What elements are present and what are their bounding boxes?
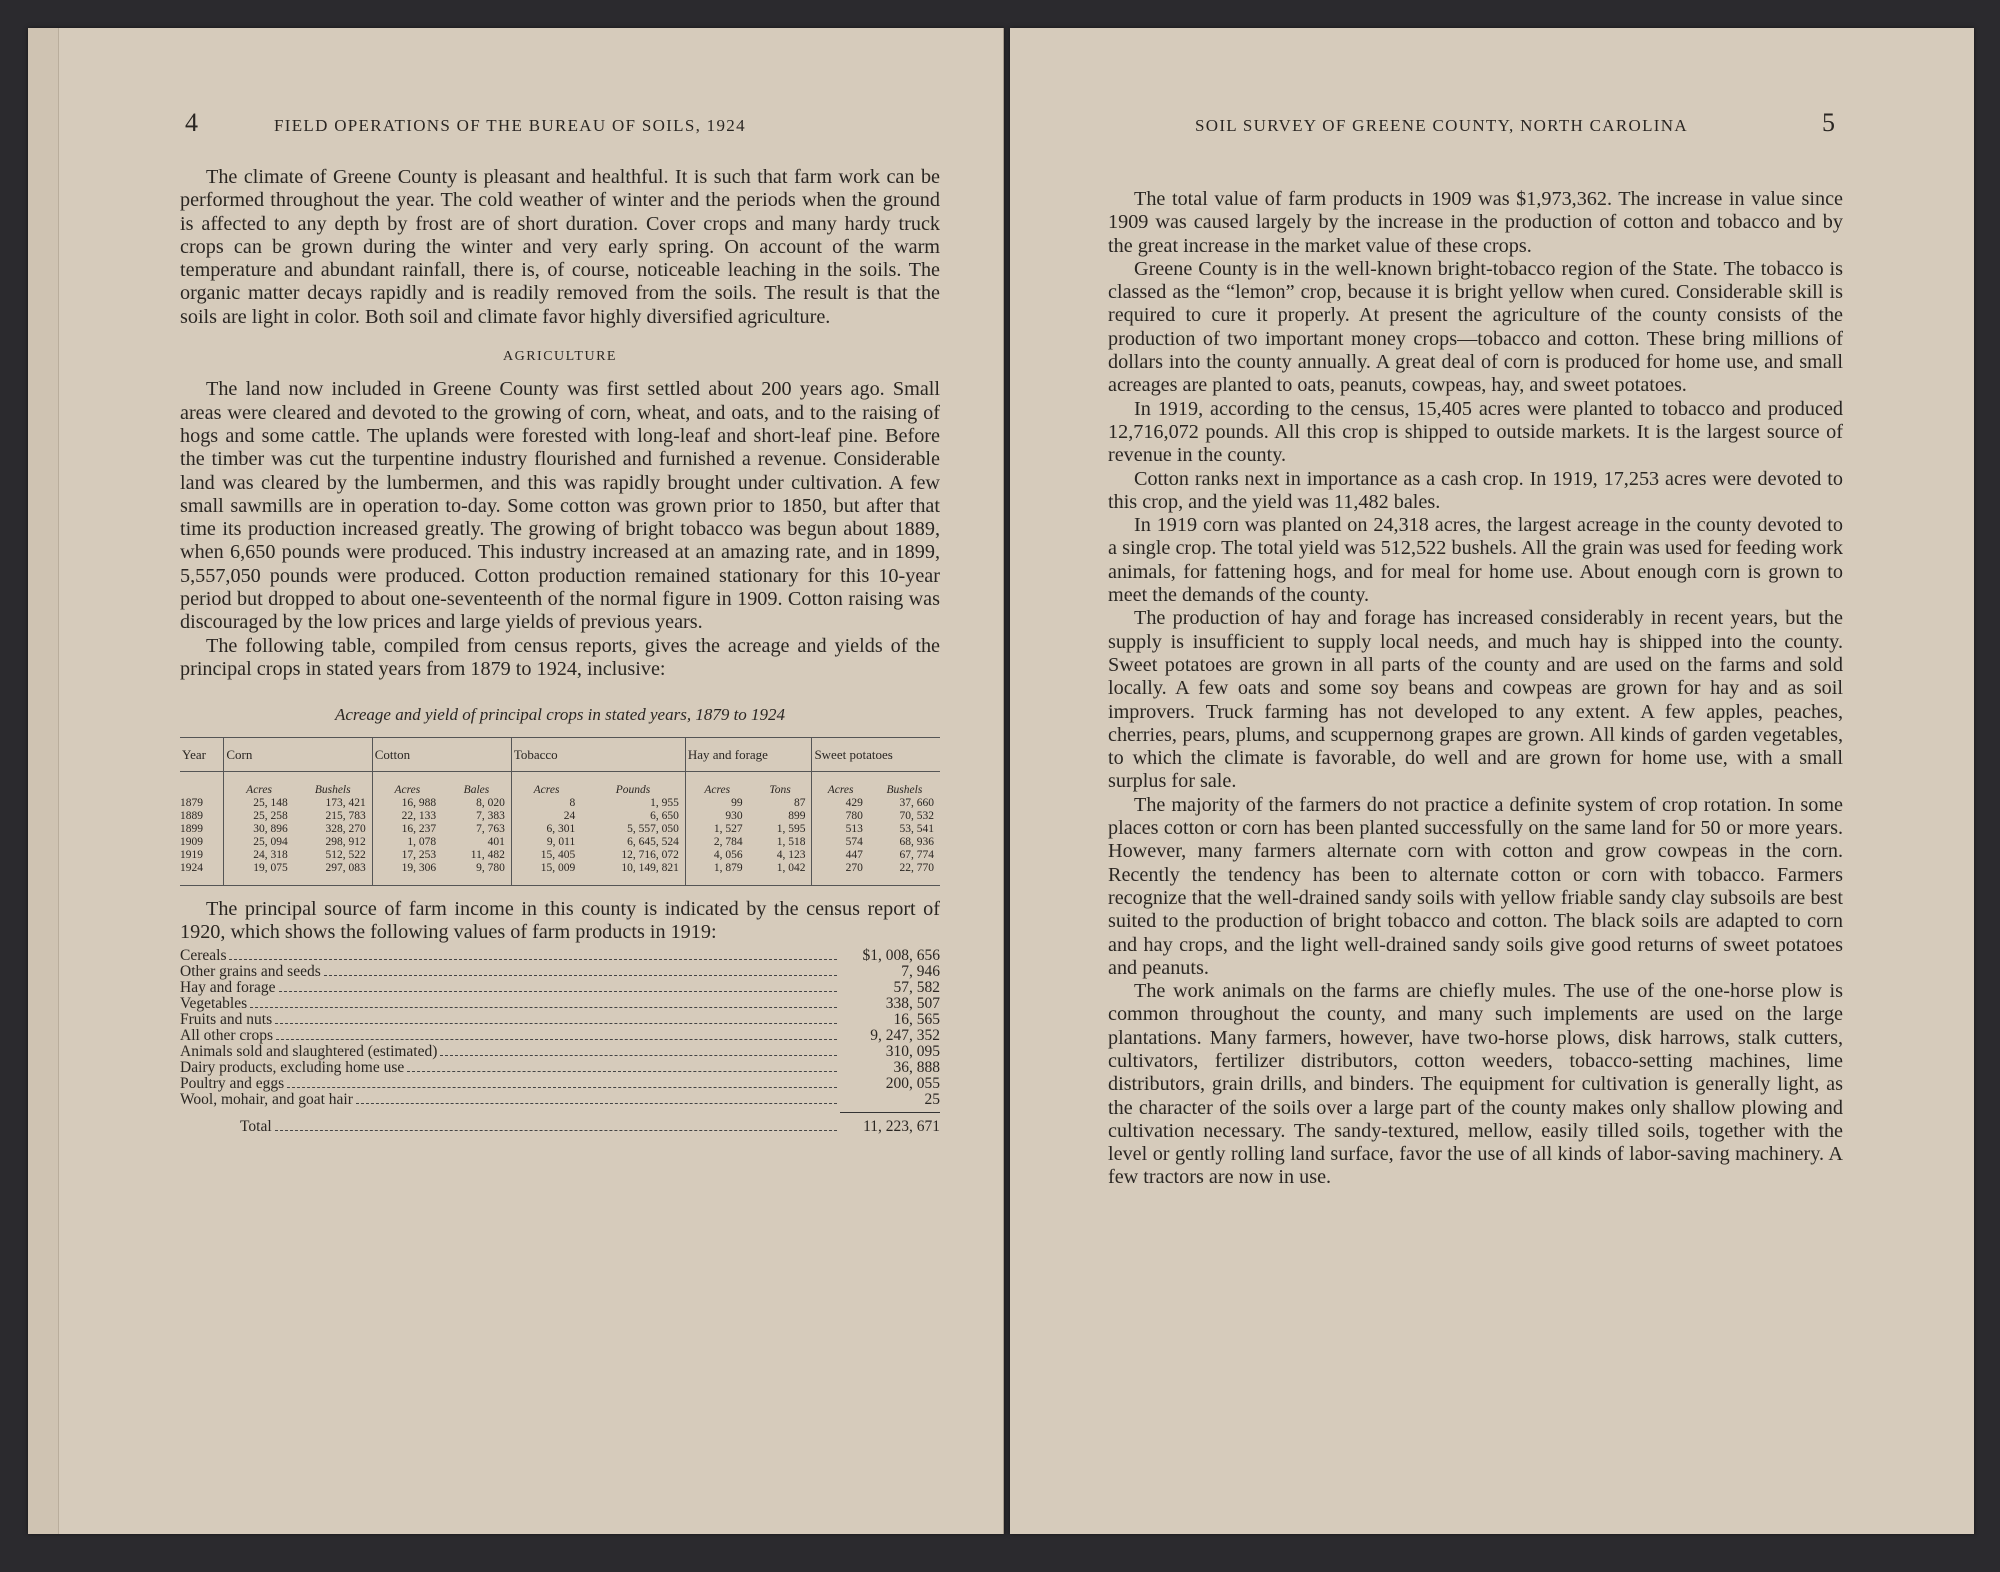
table-unit: Bushels xyxy=(886,783,923,796)
income-label: Hay and forage xyxy=(180,979,276,997)
table-cell: 1, 042 xyxy=(749,862,812,886)
table-cell: 574 xyxy=(812,836,869,849)
income-row xyxy=(180,1028,940,1044)
table-year-cell: 1879 xyxy=(180,796,203,809)
income-value: 16, 565 xyxy=(893,1011,940,1029)
income-row xyxy=(180,1119,940,1135)
income-label: Wool, mohair, and goat hair xyxy=(180,1091,353,1109)
table-cell: 780 xyxy=(812,810,869,823)
paragraph: In 1919, according to the census, 15,405 acres were planted to tobacco and produced 12,716,072 pounds. All this crop is shipped to outside markets. It is the largest source of revenue in the county. xyxy=(1108,397,1843,467)
running-head: SOIL SURVEY OF GREENE COUNTY, NORTH CAROLINA xyxy=(1195,116,1688,135)
income-label: Dairy products, excluding home use xyxy=(180,1059,405,1077)
table-year-cell: 1919 xyxy=(180,848,203,861)
table-header: Hay and forage xyxy=(685,737,812,771)
paragraph: Cotton ranks next in importance as a cash crop. In 1919, 17,253 acres were devoted to this crop, and the yield was 11,482 bales. xyxy=(1108,467,1843,513)
table-header: Year xyxy=(180,737,224,771)
table-cell: 16, 237 xyxy=(372,823,442,836)
table-cell: 8 xyxy=(511,797,581,810)
income-value: 200, 055 xyxy=(885,1075,940,1093)
income-value: 338, 507 xyxy=(885,995,940,1013)
leader-dots xyxy=(440,1055,837,1056)
leader-dots xyxy=(356,1103,837,1104)
income-row xyxy=(180,1060,940,1076)
income-value: 36, 888 xyxy=(893,1059,940,1077)
table-cell: 1, 879 xyxy=(685,862,748,886)
table-cell: 513 xyxy=(812,823,869,836)
leader-dots xyxy=(275,1023,837,1024)
income-row xyxy=(180,1012,940,1028)
table-year-cell: 1889 xyxy=(180,809,203,822)
paragraph: The work animals on the farms are chiefly mules. The use of the one-horse plow is common throughout the county, and many such implements are used on the large plantations. Many farmers, however, have two-horse plows, disk harrows, stalk cutters, cultivators, fertilizer distributors, cotton weeders, tobacco-setting machines, lime distributors, grain drills, and binders. The equipment for cultivation is generally light, as the character of the soils over a large part of the county makes only shallow plowing and cultivation necessary. The sandy-textured, mellow, easily tilled soils, together with the level or gently rolling land surface, favor the use of all kinds of labor-saving machinery. A few tractors are now in use. xyxy=(1108,980,1843,1189)
income-value: $1, 008, 656 xyxy=(862,947,940,965)
paragraph: In 1919 corn was planted on 24,318 acres, the largest acreage in the county devoted to a single crop. The total yield was 512,522 bushels. All the grain was used for feeding work animals, for fattening hogs, and for meal for home use. About enough corn is grown to meet the demands of the county. xyxy=(1108,514,1843,607)
table-cell: 22, 133 xyxy=(372,810,442,823)
table-unit: Acres xyxy=(685,771,748,797)
table-cell: 67, 774 xyxy=(899,848,934,861)
total-rule xyxy=(840,1112,940,1113)
table-cell: 53, 541 xyxy=(899,822,934,835)
left-text-column xyxy=(180,166,940,1135)
income-value: 310, 095 xyxy=(885,1043,940,1061)
table-cell: 24, 318 xyxy=(224,849,294,862)
section-heading: AGRICULTURE xyxy=(503,349,617,365)
table-cell: 930 xyxy=(685,810,748,823)
right-text-column xyxy=(1108,188,1843,1190)
table-cell: 11, 482 xyxy=(470,848,505,861)
table-cell: 68, 936 xyxy=(899,835,934,848)
table-unit: Acres xyxy=(224,771,294,797)
table-cell: 1, 078 xyxy=(372,836,442,849)
table-header: Sweet potatoes xyxy=(812,737,940,771)
table-cell: 15, 405 xyxy=(511,849,581,862)
table-year-cell: 1924 xyxy=(180,862,224,886)
table-cell: 25, 258 xyxy=(224,810,294,823)
leader-dots xyxy=(407,1071,837,1072)
leader-dots xyxy=(324,975,837,976)
paragraph: The production of hay and forage has increased considerably in recent years, but the supply is insufficient to supply local needs, and much hay is shipped into the county. Sweet potatoes are grown in all parts of the county and are used on the farms and sold locally. A few oats and some soy beans and cowpeas are grown for hay and as soil improvers. Truck farming has not developed to any extent. A few apples, peaches, cherries, pears, plums, and scuppernong grapes are grown. All kinds of garden vegetables, to which the climate is favorable, do well and are grown for home use, with a small surplus for sale. xyxy=(1108,607,1843,793)
table-row xyxy=(180,797,940,810)
leader-dots xyxy=(275,1130,837,1131)
table-cell: 70, 532 xyxy=(899,809,934,822)
table-cell: 7, 383 xyxy=(476,809,505,822)
table-cell: 7, 763 xyxy=(476,822,505,835)
table-cell: 12, 716, 072 xyxy=(621,848,679,861)
income-value: 57, 582 xyxy=(893,979,940,997)
income-row xyxy=(180,1044,940,1060)
table-cell: 298, 912 xyxy=(325,835,366,848)
table-cell: 87 xyxy=(793,796,806,809)
income-value: 7, 946 xyxy=(901,963,940,981)
table-unit: Acres xyxy=(812,771,869,797)
table-cell: 99 xyxy=(685,797,748,810)
income-label: Fruits and nuts xyxy=(180,1011,273,1029)
paragraph-table-intro: The following table, compiled from census reports, gives the acreage and yields of the principal crops in stated years from 1879 to 1924, inclusive: xyxy=(180,634,940,680)
paragraph: The majority of the farmers do not practice a definite system of crop rotation. In some places cotton or corn has been planted successfully on the same land for 50 or more years. However, many farmers alternate corn with cotton and grow cowpeas in the corn. Recently the tendency has been to alternate cotton or corn with tobacco. Farmers recognize that the well-drained sandy soils with yellow friable sandy clay subsoils are best suited to the production of bright tobacco and cotton. The black soils are adapted to corn and hay crops, and the light well-drained sandy soils give good returns of sweet potatoes and peanuts. xyxy=(1108,793,1843,979)
crops-table xyxy=(180,737,940,886)
income-label: Poultry and eggs xyxy=(180,1075,285,1093)
table-cell: 6, 301 xyxy=(511,823,581,836)
income-row xyxy=(180,964,940,980)
table-cell: 328, 270 xyxy=(325,822,366,835)
table-cell: 22, 770 xyxy=(869,862,940,886)
table-row xyxy=(180,823,940,836)
left-page xyxy=(28,28,1004,1534)
right-page xyxy=(1010,28,1974,1534)
table-caption: Acreage and yield of principal crops in stated years, 1879 to 1924 xyxy=(334,705,786,725)
income-value: 9, 247, 352 xyxy=(870,1027,940,1045)
table-cell: 512, 522 xyxy=(325,848,366,861)
income-row xyxy=(180,1076,940,1092)
table-row xyxy=(180,810,940,823)
table-cell: 2, 784 xyxy=(685,836,748,849)
page-number: 4 xyxy=(185,108,198,137)
table-cell: 19, 075 xyxy=(224,862,294,886)
page-number: 5 xyxy=(1822,108,1835,137)
table-unit: Bales xyxy=(463,783,490,796)
table-cell: 8, 020 xyxy=(476,796,505,809)
table-year-cell: 1909 xyxy=(180,835,203,848)
table-cell: 24 xyxy=(511,810,581,823)
table-cell: 5, 557, 050 xyxy=(627,822,679,835)
table-row xyxy=(180,836,940,849)
income-label: All other crops xyxy=(180,1027,273,1045)
income-value: 25 xyxy=(924,1091,940,1109)
leader-dots xyxy=(279,991,837,992)
table-year-cell: 1899 xyxy=(180,822,203,835)
leader-dots xyxy=(276,1039,837,1040)
table-unit: Acres xyxy=(372,771,442,797)
paragraph-climate: The climate of Greene County is pleasant and healthful. It is such that farm work can be performed throughout the year. The cold weather of winter and the periods when the ground is affected to any depth by frost are of short duration. Cover crops and many hardy truck crops can be grown during the winter and very early spring. On account of the warm temperature and abundant rainfall, there is, of course, noticeable leaching in the soils. The organic matter decays rapidly and is readily removed from the soils. The result is that the soils are light in color. Both soil and climate favor highly diversified agriculture. xyxy=(180,166,940,328)
table-cell: 10, 149, 821 xyxy=(581,862,685,886)
table-cell: 1, 518 xyxy=(776,835,806,848)
income-label: Vegetables xyxy=(180,995,248,1013)
table-units-row xyxy=(180,771,940,797)
table-cell: 173, 421 xyxy=(325,796,366,809)
table-unit: Bushels xyxy=(314,783,351,796)
table-cell: 1, 595 xyxy=(776,822,806,835)
income-row xyxy=(180,948,940,964)
table-cell: 215, 783 xyxy=(325,809,366,822)
running-head: FIELD OPERATIONS OF THE BUREAU OF SOILS, 1924 xyxy=(274,116,746,135)
table-cell: 25, 094 xyxy=(224,836,294,849)
leader-dots xyxy=(250,1007,837,1008)
table-cell: 401 xyxy=(487,835,505,848)
table-header: Cotton xyxy=(372,737,511,771)
income-label: Total xyxy=(240,1118,272,1136)
income-row xyxy=(180,1092,940,1108)
table-cell: 1, 527 xyxy=(685,823,748,836)
leader-dots xyxy=(229,959,837,960)
table-row xyxy=(180,862,940,886)
table-cell: 25, 148 xyxy=(224,797,294,810)
table-cell: 447 xyxy=(812,849,869,862)
income-label: Cereals xyxy=(180,947,227,965)
table-cell: 17, 253 xyxy=(372,849,442,862)
table-cell: 6, 650 xyxy=(650,809,679,822)
page-edge xyxy=(28,28,59,1534)
income-row xyxy=(180,996,940,1012)
table-cell: 37, 660 xyxy=(899,796,934,809)
income-label: Other grains and seeds xyxy=(180,963,321,981)
table-cell: 9, 780 xyxy=(442,862,511,886)
table-unit: Pounds xyxy=(615,783,651,796)
table-cell: 4, 056 xyxy=(685,849,748,862)
table-cell: 19, 306 xyxy=(372,862,442,886)
income-value: 11, 223, 671 xyxy=(863,1118,940,1136)
paragraph: The total value of farm products in 1909 was $1,973,362. The increase in value since 1909 was caused largely by the increase in the production of cotton and tobacco and by the great increase in the market value of these crops. xyxy=(1108,188,1843,257)
table-unit: Acres xyxy=(511,771,581,797)
paragraph-income-intro: The principal source of farm income in this county is indicated by the census report of 1920, which shows the following values of farm products in 1919: xyxy=(180,897,940,943)
table-cell: 15, 009 xyxy=(511,862,581,886)
table-cell: 6, 645, 524 xyxy=(627,835,679,848)
table-cell: 1, 955 xyxy=(650,796,679,809)
table-cell: 270 xyxy=(812,862,869,886)
table-unit: Tons xyxy=(769,783,791,796)
paragraph: Greene County is in the well-known bright-tobacco region of the State. The tobacco is classed as the “lemon” crop, because it is bright yellow when cured. Considerable skill is required to cure it properly. At present the agriculture of the county consists of the production of two important money crops—tobacco and cotton. These bring millions of dollars into the county annually. A great deal of corn is produced for home use, and small acreages are planted to oats, peanuts, cowpeas, hay, and sweet potatoes. xyxy=(1108,257,1843,397)
table-cell: 16, 988 xyxy=(372,797,442,810)
table-cell: 30, 896 xyxy=(224,823,294,836)
table-cell: 9, 011 xyxy=(511,836,581,849)
table-header: Corn xyxy=(224,737,372,771)
paragraph-history: The land now included in Greene County was first settled about 200 years ago. Small areas were cleared and devoted to the growing of corn, wheat, and oats, and to the raising of hogs and some cattle. The uplands were forested with long-leaf and short-leaf pine. Before the timber was cut the turpentine industry flourished and furnished a revenue. Considerable land was cleared by the lumbermen, and this was rapidly brought under cultivation. A few small sawmills are in operation to-day. Some cotton was grown prior to 1850, but after that time its production increased greatly. The growing of bright tobacco was begun about 1889, when 6,650 pounds were produced. This industry increased at an amazing rate, and in 1899, 5,557,050 pounds were produced. Cotton production remained stationary for this 10-year period but dropped to about one-seventeenth of the normal figure in 1909. Cotton raising was discouraged by the low prices and large yields of previous years. xyxy=(180,378,940,634)
table-header: Tobacco xyxy=(511,737,685,771)
income-label: Animals sold and slaughtered (estimated) xyxy=(180,1043,438,1061)
income-list xyxy=(180,948,940,1135)
table-row xyxy=(180,849,940,862)
income-row xyxy=(180,980,940,996)
table-cell: 899 xyxy=(788,809,806,822)
leader-dots xyxy=(287,1087,837,1088)
table-cell: 4, 123 xyxy=(776,848,806,861)
table-cell: 297, 083 xyxy=(294,862,372,886)
table-cell: 429 xyxy=(812,797,869,810)
